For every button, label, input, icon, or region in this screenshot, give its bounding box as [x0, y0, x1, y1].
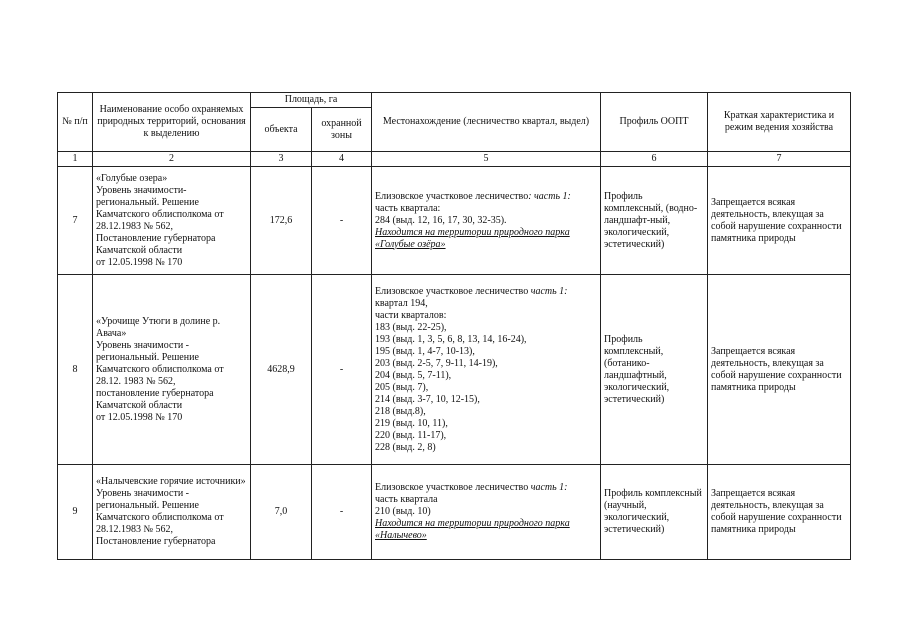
colnum: 7	[708, 152, 851, 167]
row-area: 4628,9	[251, 275, 312, 465]
location-line: 220 (выд. 11-17),	[375, 429, 447, 441]
row-zone: -	[312, 465, 372, 560]
row-location	[372, 275, 601, 465]
table-row	[58, 275, 851, 465]
header-regime: Краткая характеристика и режим ведения хозяйства	[708, 93, 851, 152]
location-note: Находится на территории природного парка «Голубые озёра»	[375, 226, 570, 250]
location-part: часть 1:	[528, 482, 568, 493]
table-row	[58, 167, 851, 275]
header-profile: Профиль ООПТ	[601, 93, 708, 152]
location-line: часть квартала	[375, 494, 438, 505]
location-note: Находится на территории природного парка «Налычево»	[375, 518, 570, 541]
header-area: Площадь, га	[251, 93, 372, 108]
row-num: 7	[58, 167, 93, 275]
location-forestry: Елизовское участковое лесничество	[375, 285, 529, 297]
row-profile: Профиль комплексный (научный, экологический, эстетический)	[601, 465, 708, 560]
colnum: 1	[58, 152, 93, 167]
location-line: части кварталов:	[375, 309, 447, 321]
location-forestry: Елизовское участковое лесничество	[375, 190, 529, 202]
name-line: Камчатского облисполкома от	[96, 363, 224, 375]
name-line: региональный. Решение	[96, 351, 199, 363]
location-line: 284 (выд. 12, 16, 17, 30, 32-35).	[375, 214, 507, 226]
name-line: Постановление губернатора	[96, 536, 216, 547]
row-zone: -	[312, 167, 372, 275]
colnum: 2	[93, 152, 251, 167]
row-name	[93, 275, 251, 465]
table-row	[58, 465, 851, 560]
row-area: 7,0	[251, 465, 312, 560]
name-line: Уровень значимости -	[96, 488, 190, 499]
header-area-object: объекта	[251, 108, 312, 152]
row-regime: Запрещается всякая деятельность, влекущая за собой нарушение сохранности памятника природы	[708, 465, 851, 560]
location-line: квартал 194,	[375, 297, 428, 309]
row-area: 172,6	[251, 167, 312, 275]
header-row	[58, 93, 851, 108]
column-number-row	[58, 152, 851, 167]
name-line: «Налычевские горячие источники»	[96, 476, 246, 487]
location-line: 203 (выд. 2-5, 7, 9-11, 14-19),	[375, 357, 498, 369]
location-line: 195 (выд. 1, 4-7, 10-13),	[375, 345, 475, 357]
row-location	[372, 465, 601, 560]
name-line: «Голубые озера»	[96, 172, 168, 184]
header-num: № п/п	[58, 93, 93, 152]
location-line: 210 (выд. 10)	[375, 506, 431, 517]
row-location	[372, 167, 601, 275]
location-line: 214 (выд. 3-7, 10, 12-15),	[375, 393, 480, 405]
location-line: 205 (выд. 7),	[375, 381, 429, 393]
row-regime: Запрещается всякая деятельность, влекущая за собой нарушение сохранности памятника природы	[708, 167, 851, 275]
protected-areas-table	[57, 92, 851, 560]
location-part: часть 1:	[528, 285, 568, 297]
location-forestry: Елизовское участковое лесничество	[375, 482, 529, 493]
row-name	[93, 167, 251, 275]
name-line: Камчатской области	[96, 244, 183, 256]
colnum: 6	[601, 152, 708, 167]
name-line: Уровень значимости -	[96, 339, 190, 351]
location-line: 193 (выд. 1, 3, 5, 6, 8, 13, 14, 16-24),	[375, 333, 527, 345]
header-area-zone: охранной зоны	[312, 108, 372, 152]
row-regime: Запрещается всякая деятельность, влекущая за собой нарушение сохранности памятника природы	[708, 275, 851, 465]
row-zone: -	[312, 275, 372, 465]
row-num: 8	[58, 275, 93, 465]
location-part: : часть 1:	[528, 190, 571, 202]
name-line: Камчатского облисполкома от	[96, 512, 224, 523]
name-line: Уровень значимости-	[96, 184, 187, 196]
colnum: 3	[251, 152, 312, 167]
row-profile: Профиль комплексный, (ботанико-ландшафтный, экологический, эстетический)	[601, 275, 708, 465]
row-name	[93, 465, 251, 560]
name-line: 28.12.1983 № 562,	[96, 524, 174, 535]
name-line: от 12.05.1998 № 170	[96, 256, 183, 268]
header-name: Наименование особо охраняемых природных территорий, основания к выделению	[93, 93, 251, 152]
header-location: Местонахождение (лесничество квартал, выдел)	[372, 93, 601, 152]
location-line: 183 (выд. 22-25),	[375, 321, 447, 333]
location-line: 228 (выд. 2, 8)	[375, 441, 436, 453]
name-line: от 12.05.1998 № 170	[96, 411, 183, 423]
name-line: региональный. Решение	[96, 196, 199, 208]
name-line: Камчатского облисполкома от	[96, 208, 224, 220]
name-line: Камчатской области	[96, 399, 183, 411]
colnum: 4	[312, 152, 372, 167]
row-num: 9	[58, 465, 93, 560]
name-line: «Урочище Утюги в долине р. Авача»	[96, 315, 221, 339]
location-line: часть квартала:	[375, 202, 441, 214]
location-line: 218 (выд.8),	[375, 405, 426, 417]
name-line: 28.12.1983 № 562,	[96, 220, 174, 232]
name-line: Постановление губернатора	[96, 232, 216, 244]
row-profile: Профиль комплексный, (водно-ландшафт-ный, экологический, эстетический)	[601, 167, 708, 275]
location-line: 219 (выд. 10, 11),	[375, 417, 448, 429]
name-line: региональный. Решение	[96, 500, 199, 511]
name-line: 28.12. 1983 № 562,	[96, 375, 176, 387]
colnum: 5	[372, 152, 601, 167]
location-line: 204 (выд. 5, 7-11),	[375, 369, 452, 381]
name-line: постановление губернатора	[96, 387, 214, 399]
